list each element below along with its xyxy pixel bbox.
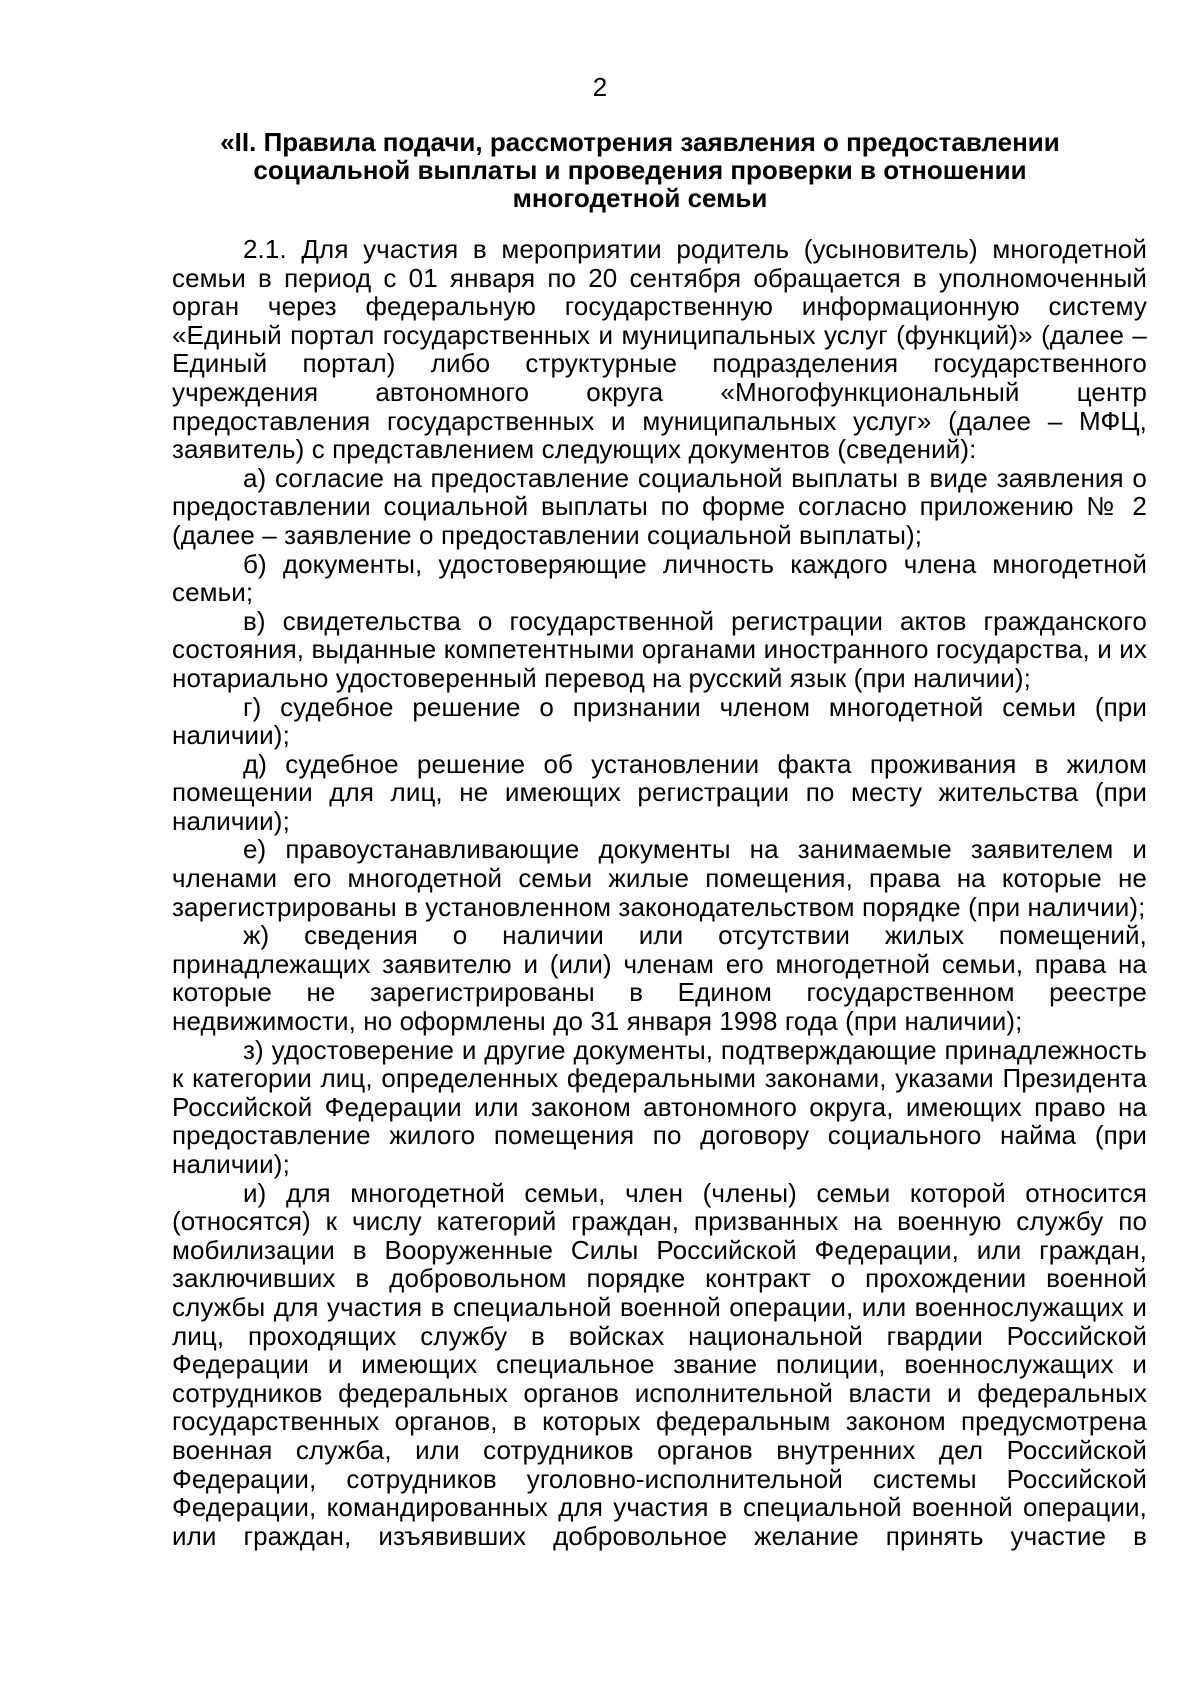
document-body — [172, 235, 1147, 1550]
list-item-a: а) согласие на предоставление социальной выплаты в виде заявления о предоставлении социальной выплаты по форме согласно приложению № 2 (далее – заявление о предоставлении социальной выплаты); — [172, 462, 1147, 550]
list-item-b: б) документы, удостоверяющие личность каждого члена многодетной семьи; — [172, 548, 1147, 608]
page-number: 2 — [592, 72, 608, 102]
list-item-g: г) судебное решение о признании членом многодетной семьи (при наличии); — [172, 691, 1147, 751]
list-item-d: д) судебное решение об установлении факта проживания в жилом помещении для лиц, не имеющих регистрации по месту жительства (при наличии); — [172, 748, 1147, 836]
list-item-z: з) удостоверение и другие документы, подтверждающие принадлежность к категории лиц, определенных федеральными законами, указами Президента Российской Федерации или законом автономного округа, имеющих право на предоставление жилого помещения по договору социального найма (при наличии); — [172, 1034, 1147, 1179]
list-item-v: в) свидетельства о государственной регистрации актов гражданского состояния, выданные компетентными органами иностранного государства, и их нотариально удостоверенный перевод на русский язык (при наличии); — [172, 605, 1147, 693]
list-item-zh: ж) сведения о наличии или отсутствии жилых помещений, принадлежащих заявителю и (или) членам его многодетной семьи, права на которые не зарегистрированы в Едином государственном реестре недвижимости, но оформлены до 31 января 1998 года (при наличии); — [172, 920, 1147, 1037]
list-item-i: и) для многодетной семьи, член (члены) семьи которой относится (относятся) к числу категорий граждан, призванных на военную службу по мобилизации в Вооруженные Силы Российской Федерации, или граждан, заключивших в добровольном порядке контракт о прохождении военной службы для участия в специальной военной операции, или военнослужащих и лиц, проходящих службу в войсках национальной гвардии Российской Федерации и имеющих специальное звание полиции, военнослужащих и сотрудников федеральных органов исполнительной власти и федеральных государственных органов, в которых федеральным законом предусмотрена военная служба, или сотрудников органов внутренних дел Российской Федерации, сотрудников уголовно-исполнительной системы Российской Федерации, командированных для участия в специальной военной операции, или граждан, изъявивших добровольное желание принять участие в — [172, 1177, 1147, 1551]
paragraph-2-1: 2.1. Для участия в мероприятии родитель (усыновитель) многодетной семьи в период с 01 января по 20 сентября обращается в уполномоченный орган через федеральную государственную информационную систему «Единый портал государственных и муниципальных услуг (функций)» (далее – Единый портал) либо структурные подразделения государственного учреждения автономного округа «Многофункциональный центр предоставления государственных и муниципальных услуг» (далее – МФЦ, заявитель) с представлением следующих документов (сведений): — [172, 234, 1147, 465]
section-heading: «II. Правила подачи, рассмотрения заявления о предоставлении социальной выплаты и проведения проверки в отношении многодетной семьи — [220, 127, 1060, 213]
list-item-e: е) правоустанавливающие документы на занимаемые заявителем и членами его многодетной семьи жилые помещения, права на которые не зарегистрированы в установленном законодательством порядке (при наличии); — [172, 834, 1147, 922]
